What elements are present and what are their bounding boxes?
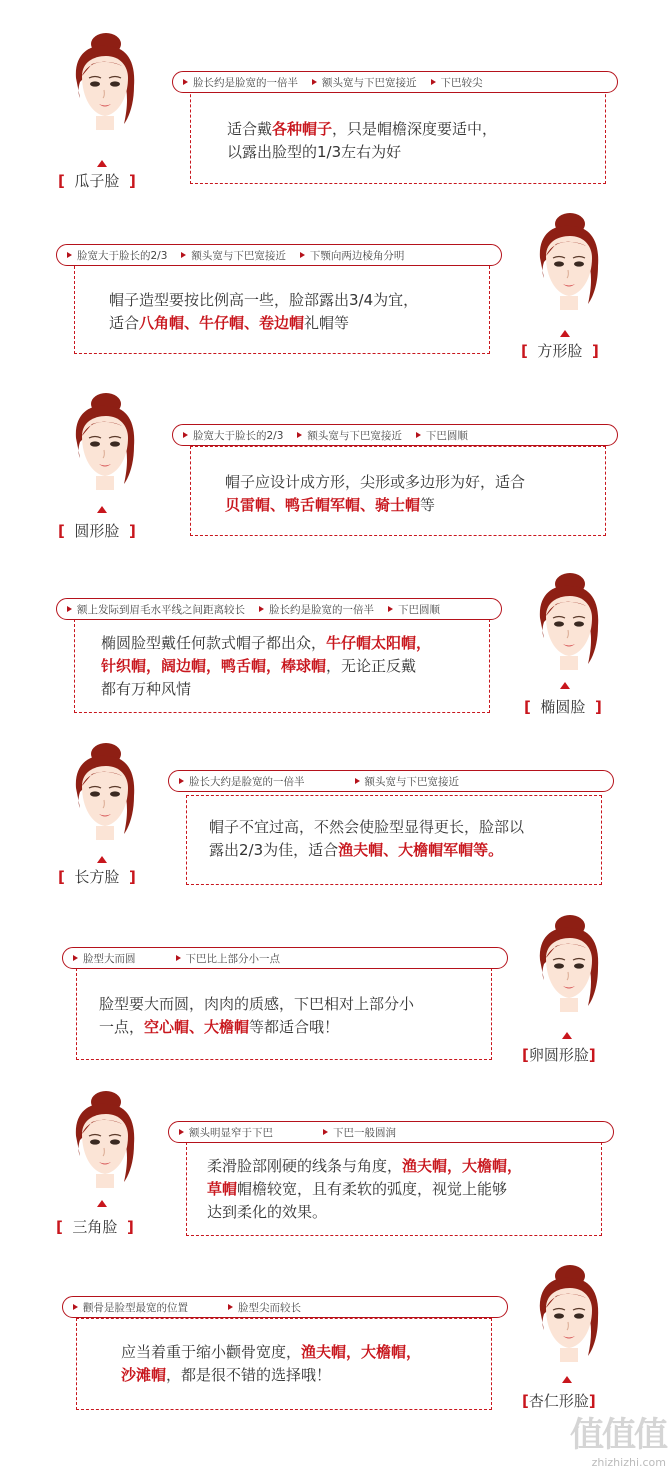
advice-line xyxy=(109,312,418,335)
advice-segment: 帽子造型要按比例高一些，脸部露出3/4为宜， xyxy=(109,291,419,309)
pointer-arrow xyxy=(562,1376,572,1383)
face-name-label: [ 椭圆脸 ] xyxy=(524,698,602,716)
face-block-3 xyxy=(0,390,672,566)
face-block-7 xyxy=(0,1088,672,1264)
hat-advice-box xyxy=(74,256,490,354)
advice-segment: 帽檐较宽，且有柔软的弧度，视觉上能够 xyxy=(237,1180,508,1198)
watermark xyxy=(570,1407,666,1469)
advice-line xyxy=(225,471,525,494)
advice-line xyxy=(109,289,418,312)
feature-item: 额头宽与下巴宽接近 xyxy=(307,429,402,442)
recommended-hats: 渔夫帽，大檐帽， xyxy=(301,1343,422,1361)
face-block-1 xyxy=(0,30,672,206)
face-block-6 xyxy=(0,912,672,1088)
face-name-label: [杏仁形脸] xyxy=(522,1392,596,1410)
advice-segment: 帽子应设计成方形，尖形或多边形为好，适合 xyxy=(225,473,526,491)
feature-item: 下颚向两边棱角分明 xyxy=(309,249,405,262)
feature-item: 下巴一般圆润 xyxy=(333,1126,396,1139)
advice-segment: 礼帽等 xyxy=(304,314,350,332)
face-name-label: [卵圆形脸] xyxy=(522,1046,596,1064)
feature-item: 额头宽与下巴宽接近 xyxy=(364,775,459,788)
feature-pill xyxy=(62,1296,508,1318)
feature-item: 脸宽大于脸长的2/3 xyxy=(77,249,168,262)
hat-advice-box xyxy=(190,446,606,536)
hat-advice-box xyxy=(190,84,606,184)
advice-segment: 一点， xyxy=(99,1018,145,1036)
face-illustration xyxy=(62,392,146,492)
hat-advice-text xyxy=(109,289,418,335)
advice-line xyxy=(225,494,525,517)
advice-line xyxy=(207,1178,522,1201)
advice-line xyxy=(227,118,497,141)
feature-pill xyxy=(172,424,618,446)
pointer-arrow xyxy=(97,1200,107,1207)
recommended-hats: 空心帽、大檐帽 xyxy=(144,1018,250,1036)
face-name-label: [ 瓜子脸 ] xyxy=(58,172,136,190)
pointer-arrow xyxy=(562,1032,572,1039)
hat-advice-box xyxy=(76,968,492,1060)
advice-segment: 适合 xyxy=(109,314,140,332)
advice-segment: 适合戴 xyxy=(227,120,273,138)
face-illustration xyxy=(526,1264,610,1364)
pointer-arrow xyxy=(97,506,107,513)
hat-advice-box xyxy=(186,1142,602,1236)
recommended-hats: 牛仔帽太阳帽， xyxy=(326,634,432,652)
feature-item: 脸长大约是脸宽的一倍半 xyxy=(189,775,305,788)
advice-segment: 都有万种风情 xyxy=(101,680,192,698)
feature-item: 额头明显窄于下巴 xyxy=(189,1126,273,1139)
advice-segment: ，无论正反戴 xyxy=(326,657,417,675)
feature-item: 脸长约是脸宽的一倍半 xyxy=(269,603,374,616)
advice-line xyxy=(99,993,414,1016)
advice-line xyxy=(101,655,431,678)
recommended-hats: 渔夫帽、大檐帽军帽等。 xyxy=(338,841,504,859)
feature-item: 脸型尖而较长 xyxy=(238,1301,301,1314)
feature-pill xyxy=(168,1121,614,1143)
feature-pill xyxy=(168,770,614,792)
advice-segment: 露出2/3为佳，适合 xyxy=(209,841,339,859)
feature-item: 下巴比上部分小一点 xyxy=(185,952,280,965)
pointer-arrow xyxy=(97,160,107,167)
advice-segment: 帽子不宜过高，不然会使脸型显得更长，脸部以 xyxy=(209,818,525,836)
hat-advice-text xyxy=(227,118,497,164)
hat-advice-text xyxy=(99,993,414,1039)
face-block-2 xyxy=(0,210,672,386)
face-illustration xyxy=(62,1090,146,1190)
hat-advice-box xyxy=(76,1318,492,1410)
feature-pill xyxy=(56,244,502,266)
feature-item: 脸长约是脸宽的一倍半 xyxy=(193,76,298,89)
feature-pill xyxy=(56,598,502,620)
watermark-url: zhizhizhi.com xyxy=(591,1456,666,1469)
pointer-arrow xyxy=(97,856,107,863)
feature-item: 脸型大而圆 xyxy=(83,952,136,965)
advice-segment: 等都适合哦！ xyxy=(249,1018,340,1036)
hat-advice-box xyxy=(186,795,602,885)
feature-pill xyxy=(62,947,508,969)
face-illustration xyxy=(62,32,146,132)
advice-line xyxy=(99,1016,414,1039)
feature-item: 额头宽与下巴宽接近 xyxy=(322,76,417,89)
feature-item: 下巴圆顺 xyxy=(398,603,440,616)
advice-segment: 脸型要大而圆，肉肉的质感，下巴相对上部分小 xyxy=(99,995,415,1013)
pointer-arrow xyxy=(560,330,570,337)
face-name-label: [ 三角脸 ] xyxy=(56,1218,134,1236)
advice-segment: 以露出脸型的1/3左右为好 xyxy=(227,143,402,161)
hat-advice-box xyxy=(74,619,490,713)
advice-line xyxy=(101,632,431,655)
recommended-hats: 贝雷帽、鸭舌帽军帽、骑士帽 xyxy=(225,496,421,514)
face-name-label: [ 圆形脸 ] xyxy=(58,522,136,540)
advice-segment: ，只是帽檐深度要适中， xyxy=(332,120,498,138)
advice-segment: 柔滑脸部刚硬的线条与角度， xyxy=(207,1157,403,1175)
feature-item: 下巴圆顺 xyxy=(425,429,468,442)
face-illustration xyxy=(62,742,146,842)
feature-pill xyxy=(172,71,618,93)
advice-line xyxy=(121,1341,421,1364)
face-illustration xyxy=(526,914,610,1014)
recommended-hats: 草帽 xyxy=(207,1180,238,1198)
advice-segment: 达到柔化的效果。 xyxy=(207,1203,328,1221)
feature-item: 额上发际到眉毛水平线之间距离较长 xyxy=(77,603,245,616)
advice-line xyxy=(209,816,524,839)
face-illustration xyxy=(526,212,610,312)
feature-item: 脸宽大于脸长的2/3 xyxy=(193,429,284,442)
feature-item: 颧骨是脸型最宽的位置 xyxy=(83,1301,188,1314)
advice-segment: 等 xyxy=(420,496,436,514)
recommended-hats: 八角帽、牛仔帽、卷边帽 xyxy=(139,314,305,332)
recommended-hats: 沙滩帽 xyxy=(121,1366,167,1384)
advice-line xyxy=(227,141,497,164)
feature-item: 下巴较尖 xyxy=(440,76,483,89)
face-name-label: [ 长方脸 ] xyxy=(58,868,136,886)
face-illustration xyxy=(526,572,610,672)
face-block-4 xyxy=(0,570,672,746)
hat-advice-text xyxy=(209,816,524,862)
advice-segment: ，都是很不错的选择哦！ xyxy=(166,1366,332,1384)
face-block-5 xyxy=(0,740,672,916)
advice-segment: 椭圆脸型戴任何款式帽子都出众， xyxy=(101,634,327,652)
recommended-hats: 各种帽子 xyxy=(272,120,333,138)
hat-advice-text xyxy=(101,632,431,701)
recommended-hats: 渔夫帽，大檐帽， xyxy=(402,1157,523,1175)
advice-segment: 应当着重于缩小颧骨宽度， xyxy=(121,1343,302,1361)
pointer-arrow xyxy=(560,682,570,689)
feature-item: 额头宽与下巴宽接近 xyxy=(191,249,286,262)
hat-advice-text xyxy=(121,1341,421,1387)
hat-advice-text xyxy=(225,471,525,517)
advice-line xyxy=(207,1201,522,1224)
advice-line xyxy=(209,839,524,862)
watermark-logo: 值值值 xyxy=(570,1415,666,1455)
hat-advice-text xyxy=(207,1155,522,1224)
face-name-label: [ 方形脸 ] xyxy=(521,342,599,360)
recommended-hats: 针织帽，阔边帽，鸭舌帽，棒球帽 xyxy=(101,657,327,675)
advice-line xyxy=(121,1364,421,1387)
advice-line xyxy=(207,1155,522,1178)
advice-line xyxy=(101,678,431,701)
